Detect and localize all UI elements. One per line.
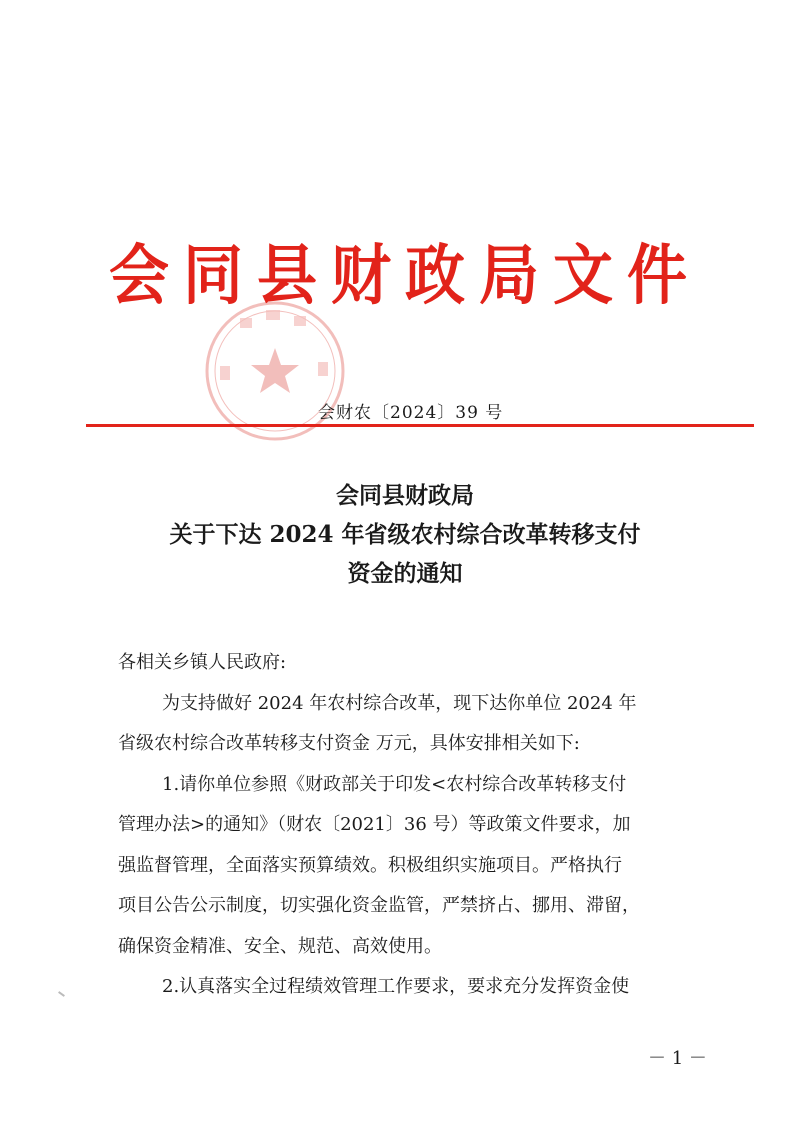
body-line: 项目公告公示制度，切实强化资金监管，严禁挤占、挪用、滞留， — [118, 895, 640, 916]
body-line: 管理办法>的通知》（财农〔2021〕36 号）等政策文件要求，加 — [118, 814, 631, 835]
body-line: 2.认真落实全过程绩效管理工作要求，要求充分发挥资金使 — [162, 976, 630, 997]
body-line: 为支持做好 2024 年农村综合改革，现下达你单位 2024 年 — [162, 692, 637, 714]
header-divider — [86, 424, 754, 427]
document-number: 会财农〔2024〕39 号 — [318, 403, 504, 423]
page-number: － 1 － — [648, 1048, 707, 1069]
notice-title-line-2: 关于下达 2024 年省级农村综合改革转移支付 — [169, 521, 641, 548]
body-line: 确保资金精准、安全、规范、高效使用。 — [118, 935, 442, 957]
notice-title — [60, 476, 750, 593]
notice-title-line-3: 资金的通知 — [347, 560, 463, 587]
scan-speck — [58, 991, 65, 997]
body-line: 强监督管理，全面落实预算绩效。积极组织实施项目。严格执行 — [118, 854, 622, 876]
body-line: 省级农村综合改革转移支付资金 万元，具体安排相关如下: — [118, 733, 580, 754]
body-line: 1.请你单位参照《财政部关于印发<农村综合改革转移支付 — [162, 773, 627, 795]
salutation: 各相关乡镇人民政府: — [118, 652, 287, 673]
notice-title-line-1: 会同县财政局 — [336, 482, 474, 509]
notice-body — [118, 643, 718, 1008]
document-header-title: 会同县财政局文件 — [109, 238, 701, 314]
